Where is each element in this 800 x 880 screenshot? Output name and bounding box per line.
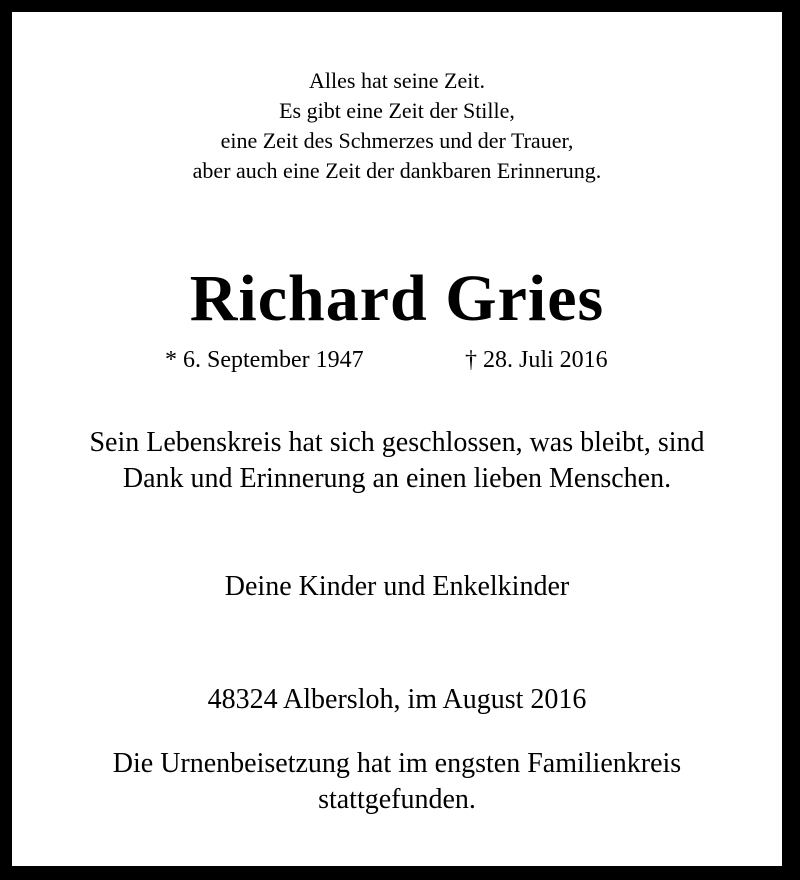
family-signature: Deine Kinder und Enkelkinder — [224, 571, 570, 602]
poem-block — [12, 66, 782, 186]
obituary-notice — [12, 12, 782, 866]
burial-note — [12, 746, 782, 818]
poem-line: Alles hat seine Zeit. — [309, 68, 485, 93]
burial-line: stattgefunden. — [318, 784, 476, 815]
tribute-line: Sein Lebenskreis hat sich geschlossen, was bleibt, sind — [89, 427, 705, 458]
deceased-name: Richard Gries — [189, 262, 605, 335]
death-date: † 28. Juli 2016 — [465, 347, 608, 373]
burial-line: Die Urnenbeisetzung hat im engsten Familienkreis — [112, 748, 682, 779]
poem-line: aber auch eine Zeit der dankbaren Erinnerung. — [192, 158, 602, 183]
tribute-text — [12, 425, 782, 497]
birth-date: * 6. September 1947 — [165, 347, 364, 373]
poem-line: eine Zeit des Schmerzes und der Trauer, — [220, 128, 574, 153]
tribute-line: Dank und Erinnerung an einen lieben Menschen. — [122, 463, 672, 494]
poem-line: Es gibt eine Zeit der Stille, — [279, 98, 515, 123]
place-date: 48324 Albersloh, im August 2016 — [207, 684, 587, 715]
